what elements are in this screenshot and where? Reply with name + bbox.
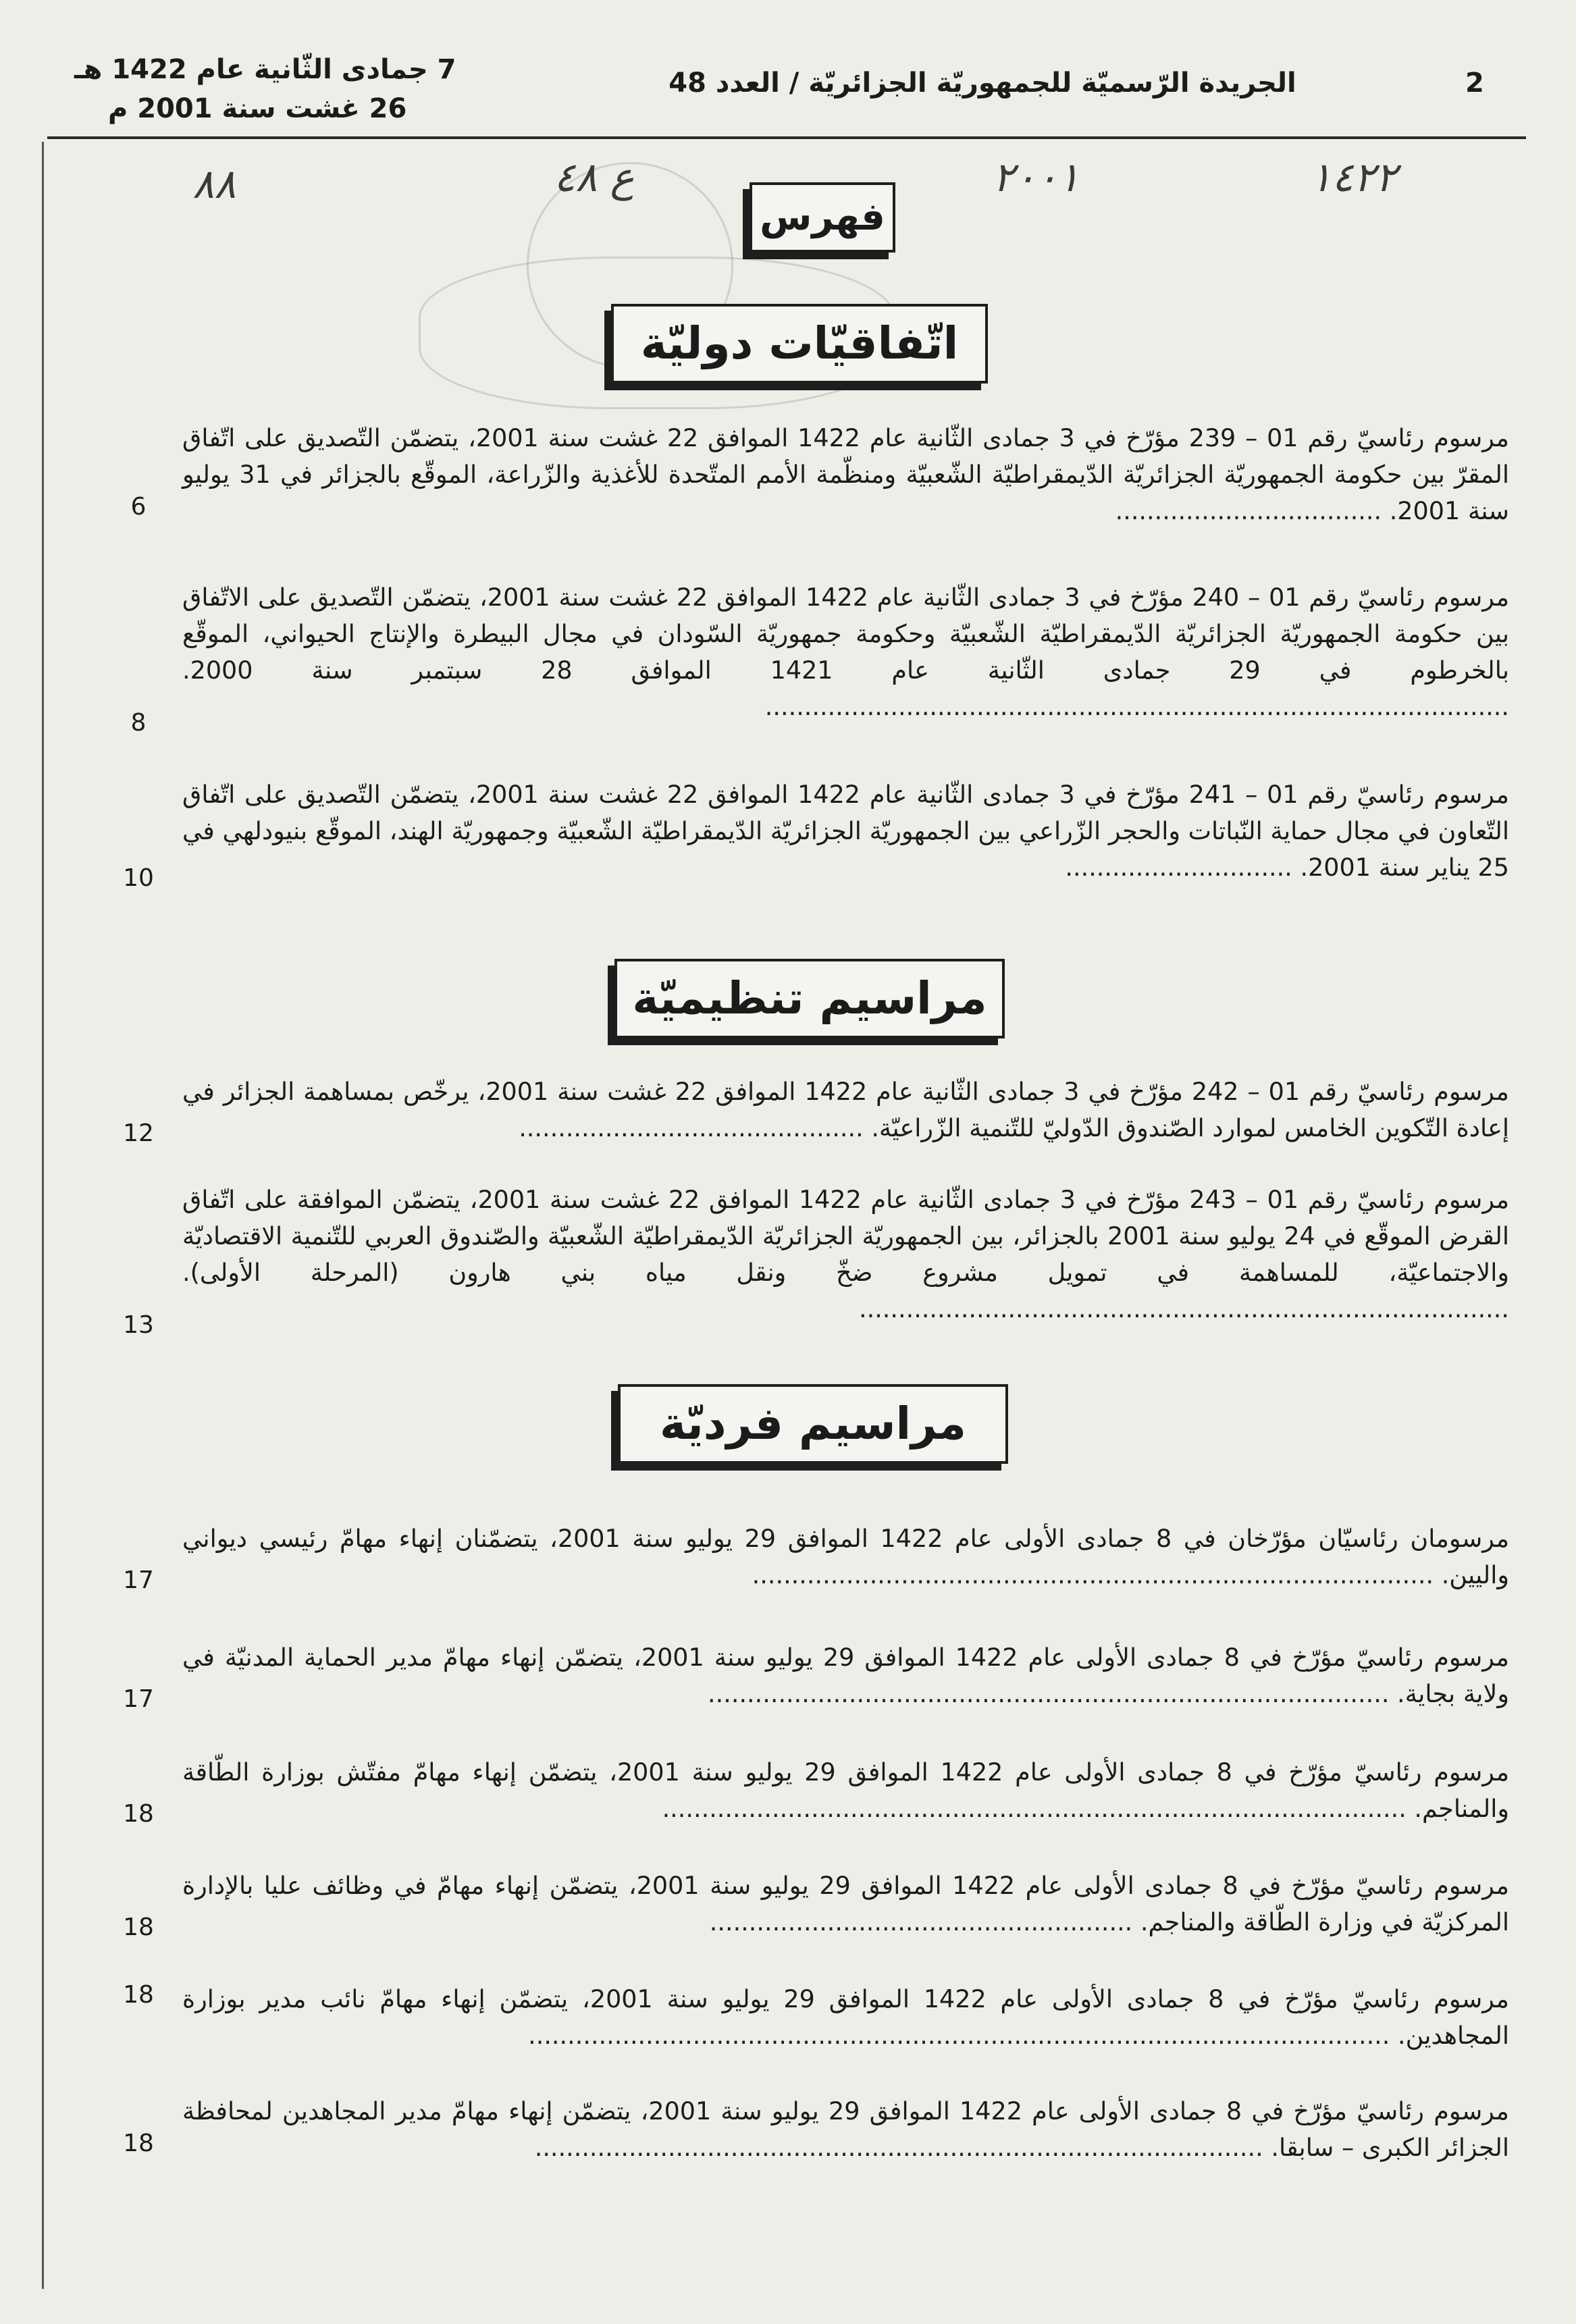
leader-dots: .......................................................................................: [708, 1679, 1390, 1708]
toc-entry[interactable]: [123, 1639, 1509, 1713]
entry-text: مرسوم رئاسيّ رقم 01 – 243 مؤرّخ في 3 جمادى الثّانية عام 1422 الموافق 22 غشت سنة 2001، يتضمّن الموافقة على اتّفاق القرض الموقّع في 24 يوليو سنة 2001 بالجزائر، بين الجمهوريّة الجزائريّة الدّيمقراطيّة الشّعبيّة والصّندوق العربي للتّنمية الاقتصاديّة والاجتماعيّة، للمساهمة في تمويل مشروع ضخّ ونقل مياه بني هارون (المرحلة الأولى).: [182, 1185, 1510, 1287]
toc-entry[interactable]: [130, 579, 1509, 737]
entry-page: 12: [123, 1119, 154, 1147]
entry-text: مرسوم رئاسيّ رقم 01 – 239 مؤرّخ في 3 جمادى الثّانية عام 1422 الموافق 22 غشت سنة 2001، يتضمّن التّصديق على اتّفاق المقرّ بين حكومة الجمهوريّة الجزائريّة الدّيمقراطيّة الشّعبيّة ومنظّمة الأمم المتّحدة للأغذية والزّراعة، الموقّع بالجزائر في 31 يوليو سنة 2001.: [182, 423, 1509, 525]
handwritten-note: ١٤٢٢: [1310, 154, 1397, 201]
handwritten-note: ع ٤٨: [554, 154, 635, 201]
leader-dots: ...............................................................................................: [662, 1794, 1407, 1823]
entry-page: 18: [123, 1981, 154, 2009]
leader-dots: ...................................................................................: [859, 1294, 1509, 1323]
leader-dots: ............................................: [519, 1113, 864, 1142]
leader-dots: .............................................................................................: [534, 2133, 1263, 2162]
entry-page: 17: [123, 1566, 154, 1594]
section-title: اتّفاقيّات دوليّة: [611, 304, 988, 384]
entry-page: 6: [130, 493, 147, 521]
entry-page: 13: [123, 1311, 154, 1339]
toc-entry[interactable]: [123, 1521, 1509, 1594]
toc-entry[interactable]: [123, 1754, 1509, 1828]
toc-entry[interactable]: [123, 1981, 1509, 2054]
page-number: 2: [1465, 68, 1484, 99]
entry-text: مرسوم رئاسيّ مؤرّخ في 8 جمادى الأولى عام 1422 الموافق 29 يوليو سنة 2001، يتضمّن إنهاء مهامّ مدير المجاهدين لمحافظة الجزائر الكبرى – سابقا.: [182, 2096, 1509, 2162]
entry-text: مرسوم رئاسيّ رقم 01 – 242 مؤرّخ في 3 جمادى الثّانية عام 1422 الموافق 22 غشت سنة 2001، يرخّص بمساهمة الجزائر في إعادة التّكوين الخامس لموارد الصّندوق الدّوليّ للتّنمية الزّراعيّة.: [182, 1077, 1509, 1142]
entry-page: 8: [130, 709, 147, 737]
entry-text: مرسوم رئاسيّ مؤرّخ في 8 جمادى الأولى عام 1422 الموافق 29 يوليو سنة 2001، يتضمّن إنهاء مهامّ مدير الحماية المدنيّة في ولاية بجاية.: [182, 1643, 1509, 1708]
toc-entry[interactable]: [123, 2093, 1509, 2166]
entry-text: مرسوم رئاسيّ مؤرّخ في 8 جمادى الأولى عام 1422 الموافق 29 يوليو سنة 2001، يتضمّن إنهاء مهامّ في وظائف عليا بالإدارة المركزيّة في وزارة الطّاقة والمناجم.: [182, 1871, 1509, 1936]
leader-dots: ..............................................................................................................: [528, 2021, 1390, 2050]
leader-dots: .......................................................................................: [752, 1560, 1434, 1589]
entry-page: 10: [123, 864, 154, 892]
date-gregorian: 26 غشت سنة 2001 م: [108, 93, 407, 124]
toc-entry[interactable]: [130, 420, 1509, 529]
entry-text: مرسوم رئاسيّ مؤرّخ في 8 جمادى الأولى عام 1422 الموافق 29 يوليو سنة 2001، يتضمّن إنهاء مهامّ مفتّش بوزارة الطّاقة والمناجم.: [182, 1758, 1509, 1823]
entry-text: مرسومان رئاسيّان مؤرّخان في 8 جمادى الأولى عام 1422 الموافق 29 يوليو سنة 2001، يتضمّنان إنهاء مهامّ رئيسي ديواني واليين.: [182, 1524, 1509, 1589]
leader-dots: .............................: [1065, 853, 1292, 882]
leader-dots: ..................................: [1115, 496, 1382, 525]
entry-page: 17: [123, 1685, 154, 1713]
toc-entry[interactable]: [123, 1182, 1510, 1339]
toc-entry[interactable]: [123, 1868, 1509, 1941]
entry-text: مرسوم رئاسيّ رقم 01 – 240 مؤرّخ في 3 جمادى الثّانية عام 1422 الموافق 22 غشت سنة 2001، يتضمّن التّصديق على الاتّفاق بين حكومة الجمهوريّة الجزائريّة الدّيمقراطيّة الشّعبيّة وحكومة جمهوريّة السّودان في مجال البيطرة والإنتاج الحيواني، الموقّع بالخرطوم في 29 جمادى الثّانية عام 1421 الموافق 28 سبتمبر سنة 2000.: [182, 583, 1509, 685]
toc-entry[interactable]: [123, 1074, 1509, 1147]
entry-text: مرسوم رئاسيّ رقم 01 – 241 مؤرّخ في 3 جمادى الثّانية عام 1422 الموافق 22 غشت سنة 2001، يتضمّن التّصديق على اتّفاق التّعاون في مجال حماية النّباتات والحجر الزّراعي بين الجمهوريّة الجزائريّة الدّيمقراطيّة الشّعبيّة وجمهوريّة الهند، الموقّع بنيودلهي في 25 يناير سنة 2001.: [182, 780, 1509, 882]
toc-entry[interactable]: [123, 776, 1509, 892]
entry-text: مرسوم رئاسيّ مؤرّخ في 8 جمادى الأولى عام 1422 الموافق 29 يوليو سنة 2001، يتضمّن إنهاء مهامّ نائب مدير بوزارة المجاهدين.: [182, 1984, 1509, 2050]
leader-dots: ...............................................................................................: [764, 692, 1509, 721]
page-frame-line: [42, 142, 44, 2289]
section-title: مراسيم تنظيميّة: [614, 959, 1005, 1038]
journal-title: الجريدة الرّسميّة للجمهوريّة الجزائريّة / العدد 48: [668, 68, 1296, 99]
handwritten-note: ٨٨: [192, 161, 236, 208]
entry-page: 18: [123, 2130, 154, 2157]
date-hijri: 7 جمادى الثّانية عام 1422 هـ: [74, 54, 456, 85]
section-title: مراسيم فرديّة: [618, 1384, 1008, 1464]
leader-dots: ......................................................: [709, 1907, 1133, 1936]
handwritten-note: ٢٠٠١: [993, 154, 1080, 201]
index-title: فهرس: [750, 182, 895, 253]
entry-page: 18: [123, 1800, 154, 1828]
header-rule: [47, 136, 1526, 139]
entry-page: 18: [123, 1913, 154, 1941]
